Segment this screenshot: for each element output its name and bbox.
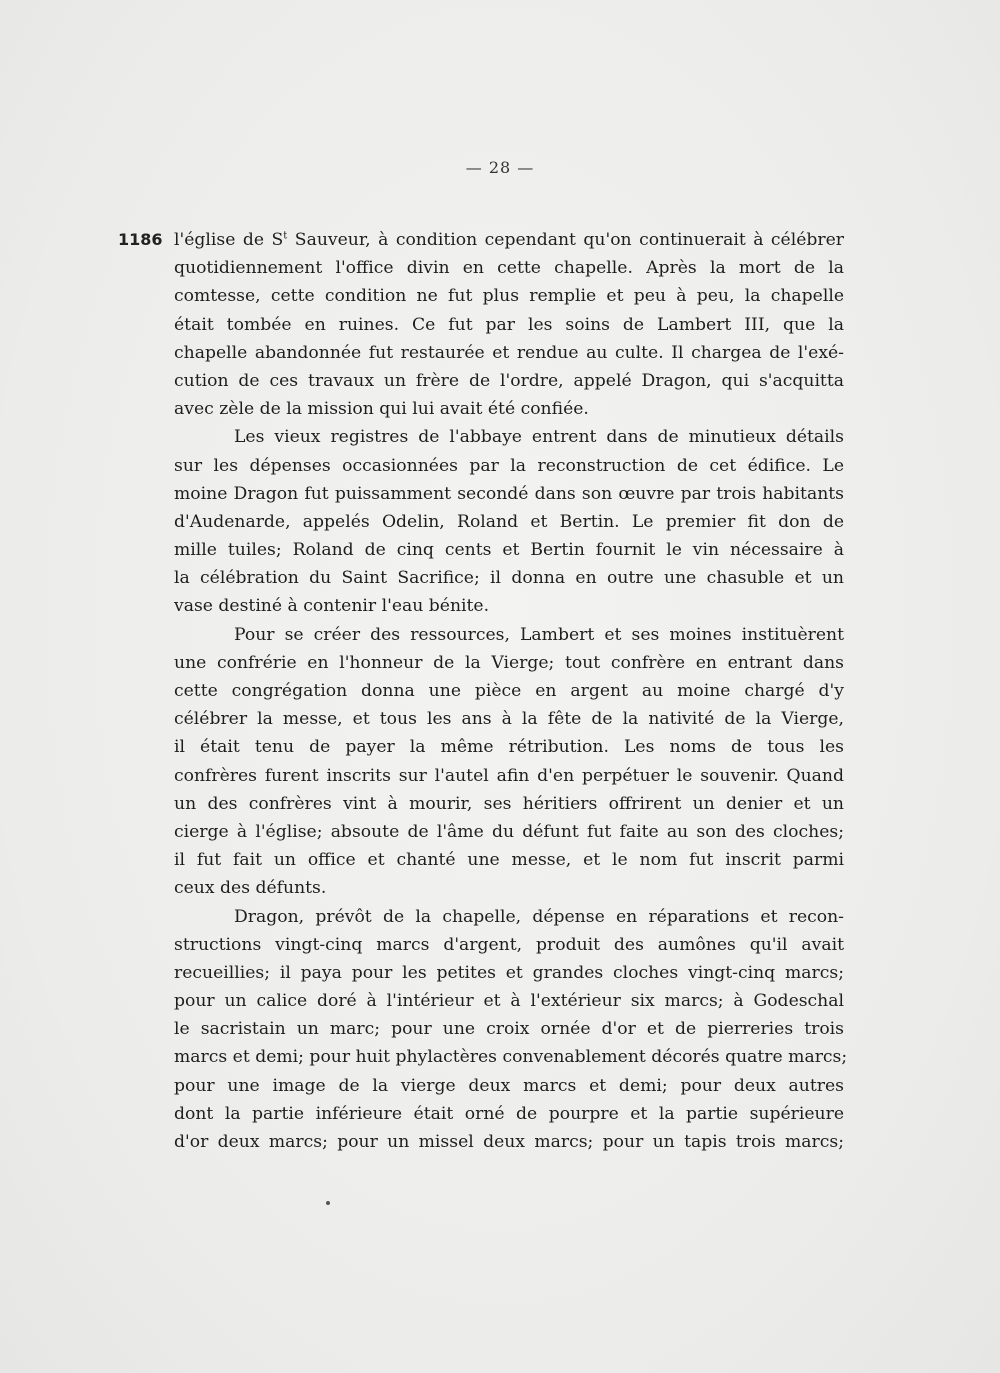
text-line: moine Dragon fut puissamment secondé dans son œuvre par trois habitants <box>174 483 844 504</box>
paragraph-start: Pour se créer des ressources, Lambert et ses moines instituèrent <box>234 624 844 645</box>
text-line: d'or deux marcs; pour un missel deux marcs; pour un tapis trois marcs; <box>174 1132 844 1152</box>
text-line: célébrer la messe, et tous les ans à la fête de la nativité de la Vierge, <box>174 709 844 730</box>
text-line: était tombée en ruines. Ce fut par les soins de Lambert III, que la <box>174 314 844 335</box>
text-line: confrères furent inscrits sur l'autel afin d'en perpétuer le souvenir. Quand <box>174 765 844 786</box>
text-line: l'église de $S^t$ Sauveur, à condition cependant qu'on continuerait à célébrer <box>174 230 845 250</box>
paragraph-start: Dragon, prévôt de la chapelle, dépense en réparations et recon- <box>234 906 844 927</box>
text-line: chapelle abandonnée fut restaurée et rendue au culte. Il chargea de l'exé- <box>174 342 844 363</box>
text-line: marcs et demi; pour huit phylactères convenablement décorés quatre marcs; <box>174 1047 848 1068</box>
text-line: un des confrères vint à mourir, ses héritiers offrirent un denier et un <box>174 793 844 814</box>
text-line: comtesse, cette condition ne fut plus remplie et peu à peu, la chapelle <box>174 286 844 307</box>
text-line: il était tenu de payer la même rétribution. Les noms de tous les <box>174 737 844 758</box>
text-line: dont la partie inférieure était orné de pourpre et la partie supérieure <box>174 1103 844 1124</box>
text-line: ceux des défunts. <box>174 878 327 899</box>
text-line: d'Audenarde, appelés Odelin, Roland et Bertin. Le premier fit don de <box>174 511 844 532</box>
text-line: le sacristain un marc; pour une croix ornée d'or et de pierreries trois <box>174 1019 844 1040</box>
text-line: structions vingt-cinq marcs d'argent, produit des aumônes qu'il avait <box>174 934 844 955</box>
text-line: avec zèle de la mission qui lui avait été confiée. <box>174 399 589 420</box>
text-line: cution de ces travaux un frère de l'ordre, appelé Dragon, qui s'acquitta <box>174 370 844 391</box>
text-line: cette congrégation donna une pièce en argent au moine chargé d'y <box>174 681 844 701</box>
text-line: vase destiné à contenir l'eau bénite. <box>174 596 490 617</box>
text-line: sur les dépenses occasionnées par la reconstruction de cet édifice. Le <box>174 455 844 476</box>
text-line: la célébration du Saint Sacrifice; il donna en outre une chasuble et un <box>174 568 844 589</box>
paragraph-start: Les vieux registres de l'abbaye entrent dans de minutieux détails <box>234 427 844 448</box>
ink-speck <box>326 1201 330 1205</box>
text-line: cierge à l'église; absoute de l'âme du défunt fut faite au son des cloches; <box>174 821 844 842</box>
page-number: — 28 — <box>465 158 535 177</box>
text-line: il fut fait un office et chanté une messe, et le nom fut inscrit parmi <box>174 850 844 871</box>
text-line: pour une image de la vierge deux marcs et demi; pour deux autres <box>174 1075 844 1096</box>
text-line: pour un calice doré à l'intérieur et à l'extérieur six marcs; à Godeschal <box>174 991 844 1012</box>
text-line: quotidiennement l'office divin en cette chapelle. Après la mort de la <box>174 258 844 279</box>
text-line: une confrérie en l'honneur de la Vierge; tout confrère en entrant dans <box>174 652 844 673</box>
text-line: mille tuiles; Roland de cinq cents et Bertin fournit le vin nécessaire à <box>174 540 844 561</box>
text-line: recueillies; il paya pour les petites et grandes cloches vingt-cinq marcs; <box>174 962 844 983</box>
margin-year: 1186 <box>118 230 163 249</box>
body-text <box>174 226 848 1156</box>
